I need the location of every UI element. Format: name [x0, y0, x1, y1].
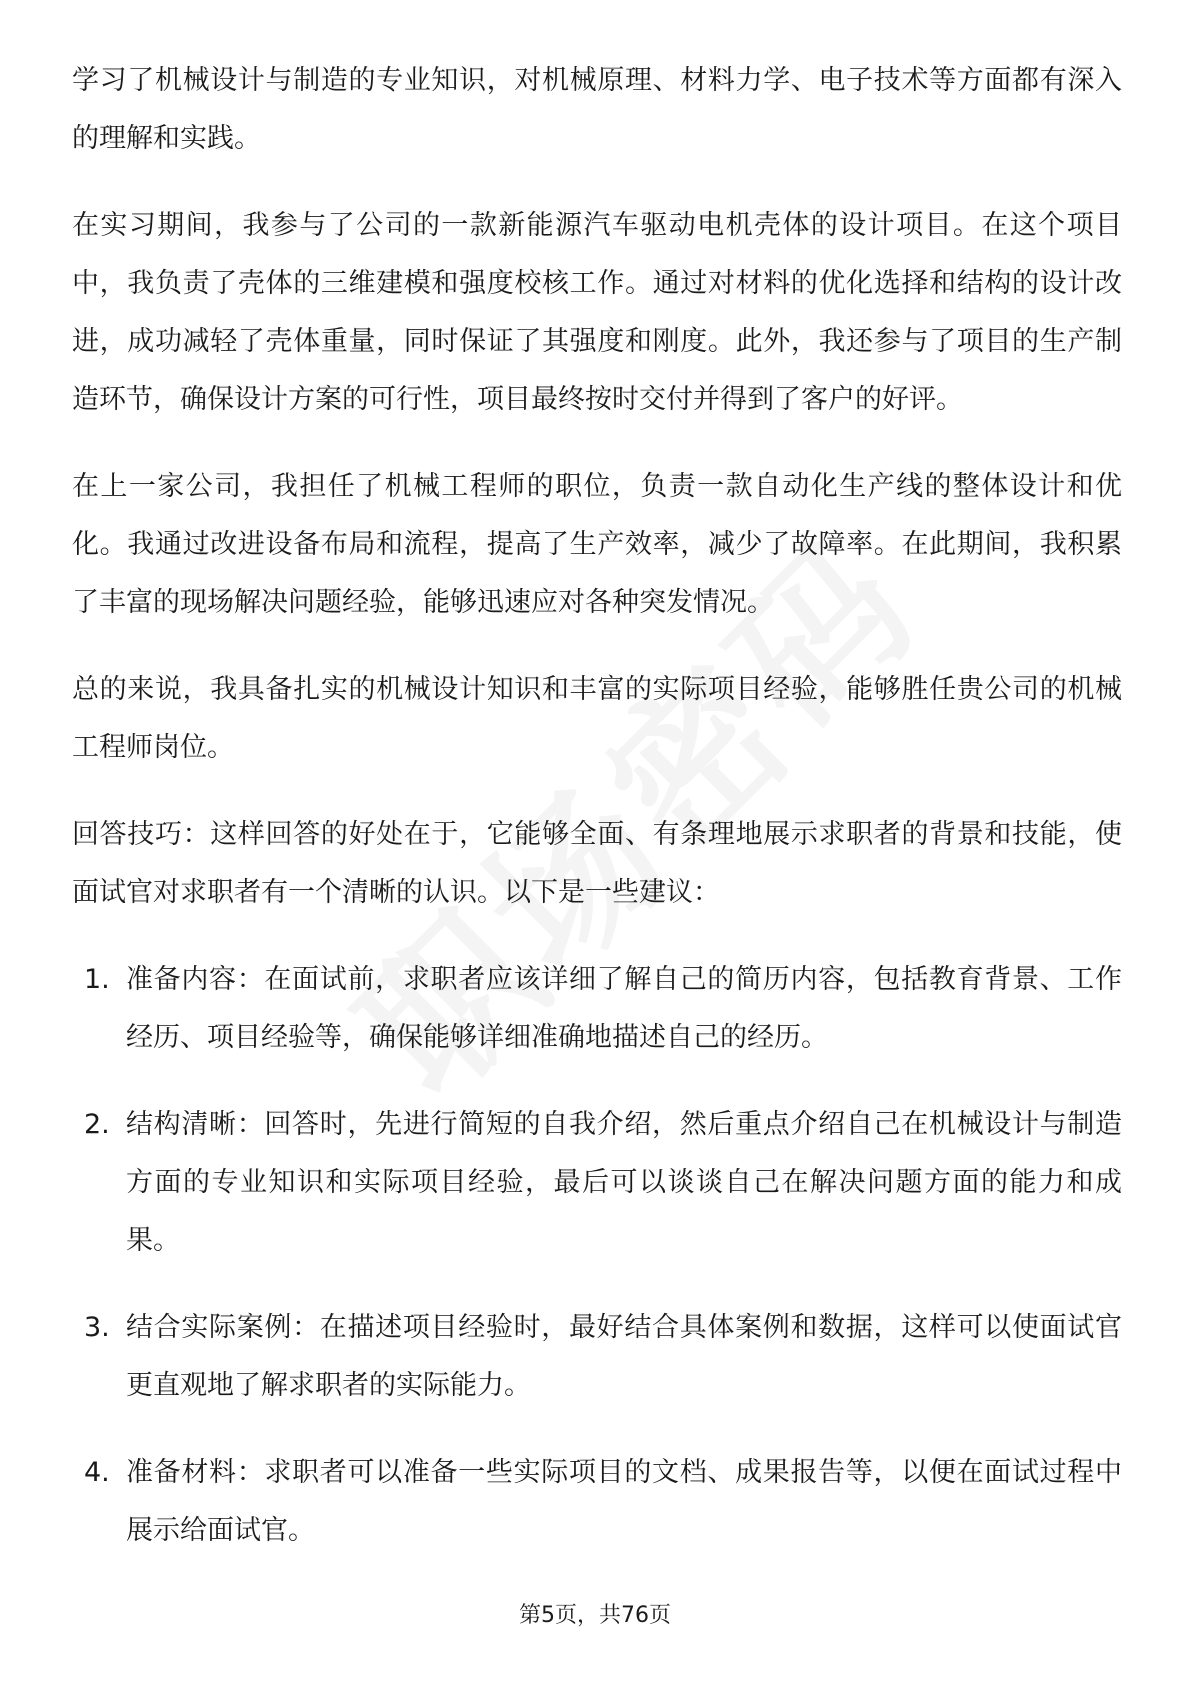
list-number: 2.: [84, 1109, 110, 1140]
document-body: [72, 52, 1122, 1589]
list-number: 1.: [84, 964, 110, 995]
paragraph-internship: 在实习期间，我参与了公司的一款新能源汽车驱动电机壳体的设计项目。在这个项目中，我负责了壳体的三维建模和强度校核工作。通过对材料的优化选择和结构的设计改进，成功减轻了壳体重量，同时保证了其强度和刚度。此外，我还参与了项目的生产制造环节，确保设计方案的可行性，项目最终按时交付并得到了客户的好评。: [72, 210, 1122, 415]
paragraph-answer-tips: 回答技巧：这样回答的好处在于，它能够全面、有条理地展示求职者的背景和技能，使面试官对求职者有一个清晰的认识。以下是一些建议：: [72, 819, 1122, 908]
list-number: 4.: [84, 1457, 110, 1488]
list-item-text: 结合实际案例：在描述项目经验时，最好结合具体案例和数据，这样可以使面试官更直观地了解求职者的实际能力。: [126, 1312, 1122, 1401]
page-number: 第5页，共76页: [519, 1603, 671, 1628]
list-item-text: 结构清晰：回答时，先进行简短的自我介绍，然后重点介绍自己在机械设计与制造方面的专业知识和实际项目经验，最后可以谈谈自己在解决问题方面的能力和成果。: [126, 1109, 1122, 1256]
list-number: 3.: [84, 1312, 110, 1343]
list-item: [72, 1096, 1122, 1270]
paragraph-education: 学习了机械设计与制造的专业知识，对机械原理、材料力学、电子技术等方面都有深入的理解和实践。: [72, 65, 1122, 154]
list-item-text: 准备材料：求职者可以准备一些实际项目的文档、成果报告等，以便在面试过程中展示给面试官。: [126, 1457, 1122, 1546]
list-item: [72, 951, 1122, 1067]
list-item-text: 准备内容：在面试前，求职者应该详细了解自己的简历内容，包括教育背景、工作经历、项目经验等，确保能够详细准确地描述自己的经历。: [126, 964, 1122, 1053]
list-item: [72, 1444, 1122, 1560]
paragraph-previous-job: 在上一家公司，我担任了机械工程师的职位，负责一款自动化生产线的整体设计和优化。我通过改进设备布局和流程，提高了生产效率，减少了故障率。在此期间，我积累了丰富的现场解决问题经验，能够迅速应对各种突发情况。: [72, 471, 1122, 618]
list-item: [72, 1299, 1122, 1415]
paragraph-summary: 总的来说，我具备扎实的机械设计知识和丰富的实际项目经验，能够胜任贵公司的机械工程师岗位。: [72, 674, 1122, 763]
tips-list: [72, 951, 1122, 1560]
